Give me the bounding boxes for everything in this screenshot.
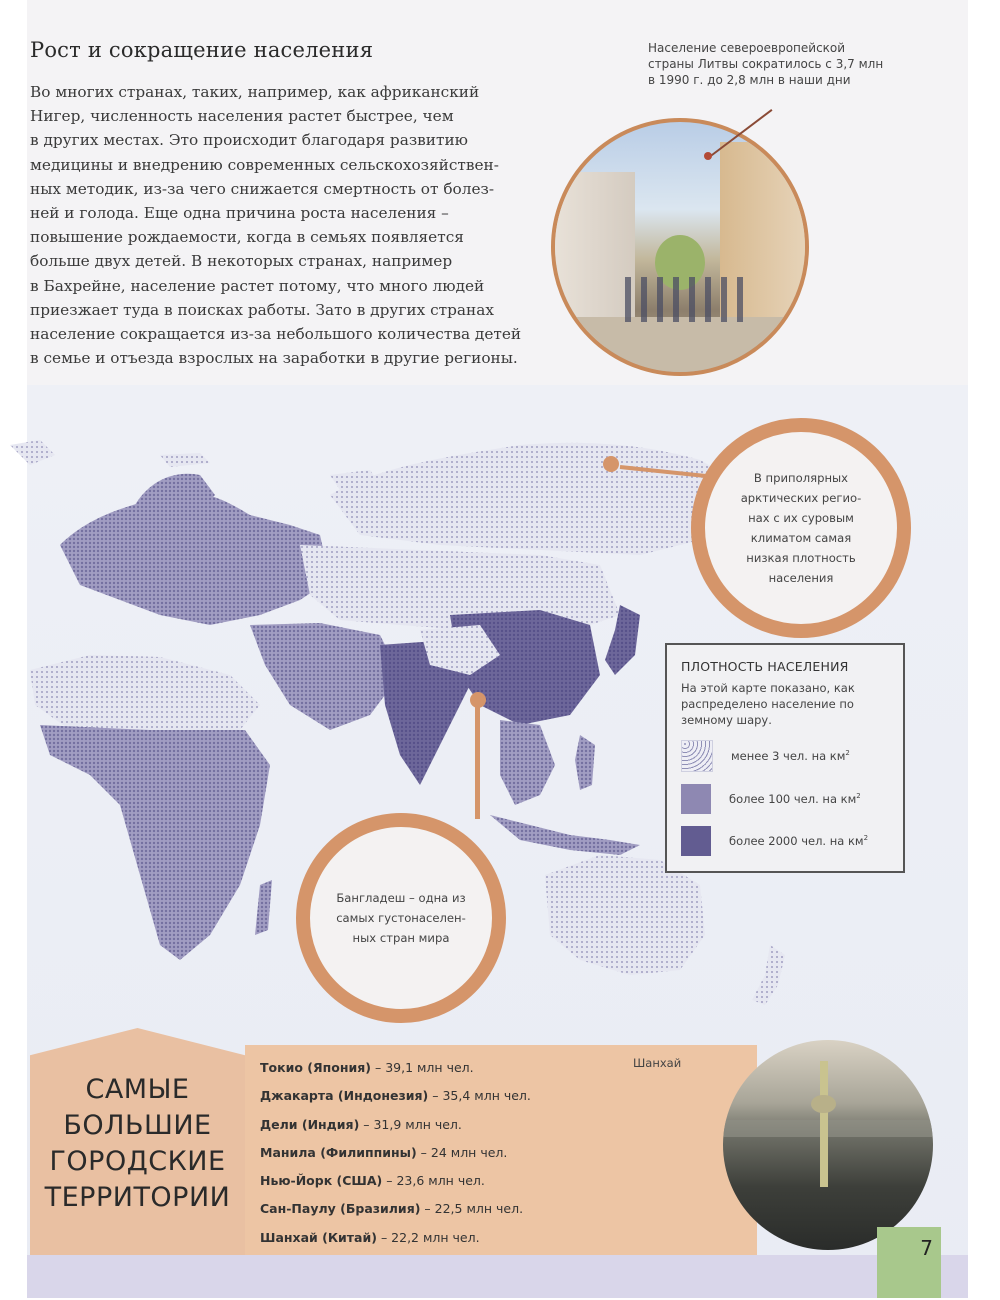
caption-pointer-dot — [704, 152, 712, 160]
arctic-callout-text — [741, 468, 862, 588]
lithuania-caption — [648, 40, 908, 88]
city-item: Дели (Индия) – 31,9 млн чел. — [260, 1116, 462, 1132]
map-new-zealand — [752, 945, 785, 1005]
photo-street — [555, 317, 805, 372]
city-item: Шанхай (Китай) – 22,2 млн чел. — [260, 1229, 480, 1245]
photo-tower-sphere — [811, 1095, 836, 1114]
city-item: Джакарта (Индонезия) – 35,4 млн чел. — [260, 1088, 531, 1104]
legend-label: более 100 чел. на $км^2$ — [729, 792, 861, 806]
body-line: больше двух детей. В некоторых странах, например — [30, 252, 453, 271]
body-line: население сокращается из-за небольшого количества детей — [30, 325, 522, 344]
photo-tv-tower — [820, 1061, 828, 1187]
callout-line: населения — [768, 571, 834, 585]
density-legend — [665, 643, 905, 873]
body-line: в других местах. Это происходит благодаря развитию — [30, 131, 468, 150]
cities-heading-line: САМЫЕ — [85, 1074, 190, 1105]
body-line: ных методик, из-за чего снижается смертность от болез- — [30, 179, 495, 198]
body-line: в семье и отъезда взрослых на заработки в другие регионы. — [30, 349, 518, 368]
callout-line: арктических регио- — [740, 491, 862, 505]
legend-swatch-high — [681, 826, 711, 856]
map-australia — [545, 855, 705, 975]
legend-swatch-medium — [681, 784, 711, 814]
caption-line: в 1990 г. до 2,8 млн в наши дни — [648, 73, 851, 87]
legend-item-high — [681, 826, 889, 856]
callout-line: климатом самая — [750, 531, 852, 545]
article-body — [30, 80, 570, 370]
map-africa-north — [30, 655, 260, 735]
cities-list — [260, 1054, 531, 1252]
caption-line: Население североевропейской — [648, 41, 846, 55]
legend-item-low — [681, 740, 889, 772]
arctic-callout — [691, 418, 911, 638]
map-madagascar — [255, 880, 272, 935]
caption-line: страны Литвы сократилось с 3,7 млн — [648, 57, 884, 71]
body-line: Во многих странах, таких, например, как африканский — [30, 83, 480, 101]
body-line: приезжает туда в поисках работы. Зато в других странах — [30, 300, 494, 319]
bangladesh-callout-text — [336, 888, 466, 948]
city-item: Сан-Паулу (Бразилия) – 22,5 млн чел. — [260, 1201, 524, 1217]
body-line: в Бахрейне, население растет потому, что много людей — [30, 276, 485, 295]
bottom-band — [27, 1255, 968, 1298]
bangladesh-callout-stem — [475, 704, 480, 819]
cities-heading-line: ГОРОДСКИЕ — [49, 1146, 226, 1177]
photo-crowd — [625, 277, 745, 322]
cities-heading-line: БОЛЬШИЕ — [63, 1110, 212, 1141]
shanghai-photo-label: Шанхай — [633, 1056, 682, 1070]
bangladesh-callout — [296, 813, 506, 1023]
callout-line: ных стран мира — [352, 931, 450, 945]
vilnius-street-photo — [551, 118, 809, 376]
legend-item-medium — [681, 784, 889, 814]
body-line: повышение рождаемости, когда в семьях появляется — [30, 228, 464, 247]
map-africa-south — [40, 725, 270, 960]
legend-description — [681, 680, 889, 728]
callout-line: самых густонаселен- — [336, 911, 466, 925]
photo-river — [723, 1120, 933, 1137]
callout-line: низкая плотность — [746, 551, 856, 565]
legend-desc-line: На этой карте показано, как — [681, 681, 855, 695]
arctic-pointer-dot — [603, 456, 619, 472]
legend-label: более 2000 чел. на $км^2$ — [729, 834, 869, 848]
shanghai-skyline-photo — [723, 1040, 933, 1250]
legend-label: менее 3 чел. на $км^2$ — [731, 749, 850, 763]
legend-swatch-low — [681, 740, 713, 772]
callout-line: Бангладеш – одна из — [336, 891, 466, 905]
body-line: ней и голода. Еще одна причина роста населения – — [30, 204, 449, 223]
legend-desc-line: земному шару. — [681, 713, 772, 727]
map-se-asia — [500, 720, 555, 805]
body-line: Нигер, численность населения растет быстрее, чем — [30, 107, 454, 126]
map-philippines — [575, 735, 595, 790]
legend-desc-line: распределено население по — [681, 697, 854, 711]
legend-title: ПЛОТНОСТЬ НАСЕЛЕНИЯ — [681, 659, 849, 674]
cities-heading-line: ТЕРРИТОРИИ — [44, 1182, 231, 1213]
page-number: 7 — [920, 1236, 933, 1260]
callout-line: нах с их суровым — [748, 511, 854, 525]
city-item: Нью-Йорк (США) – 23,6 млн чел. — [260, 1173, 485, 1189]
cities-heading — [30, 1072, 245, 1216]
body-line: медицины и внедрению современных сельскохозяйствен- — [30, 155, 499, 174]
callout-line: В приполярных — [753, 471, 849, 485]
article-title: Рост и сокращение населения — [30, 38, 374, 62]
map-indonesia — [490, 815, 640, 855]
map-middle-east — [250, 623, 400, 730]
city-item: Токио (Япония) – 39,1 млн чел. — [260, 1060, 474, 1075]
city-item: Манила (Филиппины) – 24 млн чел. — [260, 1144, 508, 1160]
